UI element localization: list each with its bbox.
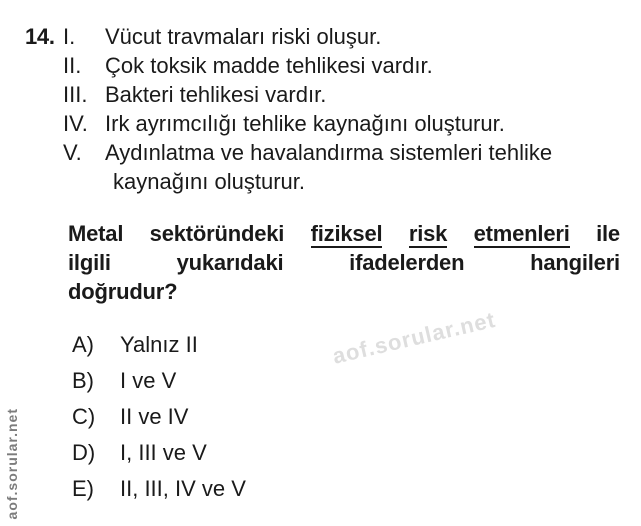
stem-word-underlined: fiziksel bbox=[310, 221, 383, 246]
statement-item-4 bbox=[63, 109, 628, 138]
question-stem bbox=[68, 219, 620, 306]
statement-item-5 bbox=[63, 138, 628, 196]
statement-item-2 bbox=[63, 51, 628, 80]
option-text: II, III, IV ve V bbox=[120, 476, 246, 501]
statement-numeral: V. bbox=[63, 140, 82, 165]
statement-text: Çok toksik madde tehlikesi vardır. bbox=[105, 53, 433, 78]
stem-word: ile bbox=[596, 221, 620, 246]
option-text: I, III ve V bbox=[120, 440, 207, 465]
stem-word-underlined: etmenleri bbox=[473, 221, 570, 246]
options-list bbox=[72, 327, 246, 507]
option-d bbox=[72, 435, 246, 471]
question-stem-line-1 bbox=[68, 219, 620, 248]
option-c bbox=[72, 399, 246, 435]
statement-list bbox=[63, 22, 628, 196]
watermark-vertical: aof.sorular.net bbox=[4, 408, 20, 520]
statement-numeral: II. bbox=[63, 53, 82, 78]
statement-numeral: IV. bbox=[63, 111, 88, 136]
option-letter: C) bbox=[72, 404, 96, 429]
option-letter: B) bbox=[72, 368, 94, 393]
statement-text: Aydınlatma ve havalandırma sistemleri tehlike kaynağını oluşturur. bbox=[105, 140, 553, 194]
option-text: Yalnız II bbox=[120, 332, 198, 357]
watermark-diagonal: aof.sorular.net bbox=[330, 306, 499, 369]
option-text: II ve IV bbox=[120, 404, 189, 429]
stem-word: hangileri bbox=[530, 250, 620, 275]
option-letter: D) bbox=[72, 440, 96, 465]
option-letter: E) bbox=[72, 476, 94, 501]
stem-word: sektöründeki bbox=[149, 221, 285, 246]
option-e bbox=[72, 471, 246, 507]
question-number: 14. bbox=[25, 24, 55, 49]
question-stem-line-3: doğrudur? bbox=[68, 279, 178, 304]
option-b bbox=[72, 363, 246, 399]
statement-item-3 bbox=[63, 80, 628, 109]
option-a bbox=[72, 327, 246, 363]
stem-word-underlined: risk bbox=[408, 221, 448, 246]
statement-numeral: III. bbox=[63, 82, 88, 107]
option-letter: A) bbox=[72, 332, 94, 357]
stem-word: yukarıdaki bbox=[176, 250, 284, 275]
statement-item-1 bbox=[63, 22, 628, 51]
option-text: I ve V bbox=[120, 368, 177, 393]
statement-text: Bakteri tehlikesi vardır. bbox=[105, 82, 327, 107]
statement-text: Vücut travmaları riski oluşur. bbox=[105, 24, 382, 49]
statement-numeral: I. bbox=[63, 24, 76, 49]
stem-word: Metal bbox=[68, 221, 124, 246]
stem-word: ifadelerden bbox=[349, 250, 465, 275]
question-stem-line-2 bbox=[68, 248, 620, 277]
stem-word: ilgili bbox=[68, 250, 111, 275]
statement-text: Irk ayrımcılığı tehlike kaynağını oluşturur. bbox=[105, 111, 505, 136]
